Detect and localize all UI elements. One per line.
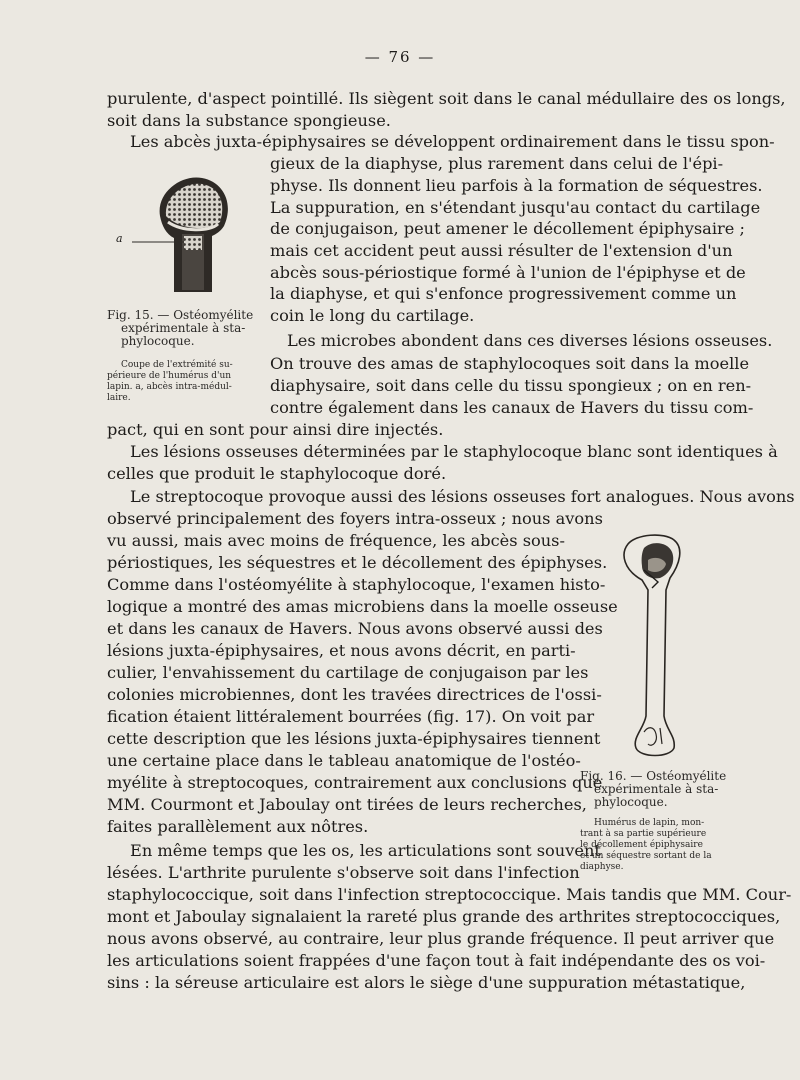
text-line: MM. Courmont et Jaboulay ont tirées de leurs recherches,: [107, 795, 587, 814]
caption-line: Fig. 15. — Ostéomyélite: [107, 308, 254, 322]
text-line: mais cet accident peut aussi résulter de l'extension d'un: [270, 241, 733, 260]
text-line: soit dans la substance spongieuse.: [107, 111, 391, 130]
text-line: la diaphyse, et qui s'enfonce progressivement comme un: [270, 284, 737, 303]
caption-line: expérimentale à sta-: [121, 321, 246, 335]
text-line: Le streptocoque provoque aussi des lésions osseuses fort analogues. Nous avons: [130, 487, 795, 506]
text-line: fication étaient littéralement bourrées (fig. 17). On voit par: [107, 707, 595, 726]
caption-line: expérimentale à sta-: [594, 782, 719, 796]
text-line: La suppuration, en s'étendant jusqu'au contact du cartilage: [270, 198, 761, 217]
text-line: mont et Jaboulay signalaient la rareté plus grande des arthrites streptococciques,: [107, 907, 781, 926]
text-line: Les abcès juxta-épiphysaires se développent ordinairement dans le tissu spon-: [130, 132, 775, 151]
text-line: contre également dans les canaux de Havers du tissu com-: [270, 398, 754, 417]
caption-line: et un séquestre sortant de la: [580, 851, 712, 861]
figure-16-humerus: [614, 530, 704, 762]
text-line: sins : la séreuse articulaire est alors le siège d'une suppuration métastatique,: [107, 973, 746, 992]
figure-15-marker: a: [116, 232, 123, 245]
text-line: et dans les canaux de Havers. Nous avons observé aussi des: [107, 619, 603, 638]
caption-line: laire.: [107, 393, 131, 403]
text-line: abcès sous-périostique formé à l'union de l'épiphyse et de: [270, 263, 746, 282]
text-line: les articulations soient frappées d'une façon tout à fait indépendante des os voi-: [107, 951, 766, 970]
text-line: En même temps que les os, les articulations sont souvent: [130, 841, 601, 860]
figure-15-caption-title: [107, 309, 262, 348]
text-line: lésions juxta-épiphysaires, et nous avons décrit, en parti-: [107, 641, 576, 660]
text-line: myélite à streptocoques, contrairement aux conclusions que: [107, 773, 603, 792]
text-line: purulente, d'aspect pointillé. Ils siègent soit dans le canal médullaire des os longs,: [107, 89, 786, 108]
caption-line: Humérus de lapin, mon-: [594, 818, 705, 828]
text-line: nous avons observé, au contraire, leur plus grande fréquence. Il peut arriver que: [107, 929, 775, 948]
text-line: diaphysaire, soit dans celle du tissu spongieux ; on en ren-: [270, 376, 752, 395]
text-line: une certaine place dans le tableau anatomique de l'ostéo-: [107, 751, 581, 770]
text-line: physe. Ils donnent lieu parfois à la formation de séquestres.: [270, 176, 763, 195]
text-line: périostiques, les séquestres et le décollement des épiphyses.: [107, 553, 608, 572]
text-line: pact, qui en sont pour ainsi dire injectés.: [107, 420, 444, 439]
text-line: cette description que les lésions juxta-épiphysaires tiennent: [107, 729, 601, 748]
text-line: staphylococcique, soit dans l'infection streptococcique. Mais tandis que MM. Cour-: [107, 885, 792, 904]
figure-16-caption-title: [580, 770, 730, 809]
text-line: celles que produit le staphylocoque doré.: [107, 464, 447, 483]
text-line: logique a montré des amas microbiens dans la moelle osseuse: [107, 597, 618, 616]
text-line: Les lésions osseuses déterminées par le staphylocoque blanc sont identiques à: [130, 442, 778, 461]
caption-line: trant à sa partie supérieure: [580, 829, 707, 839]
text-line: On trouve des amas de staphylocoques soit dans la moelle: [270, 354, 750, 373]
caption-line: Coupe de l'extrémité su-: [121, 360, 233, 370]
text-line: de conjugaison, peut amener le décollement épiphysaire ;: [270, 219, 745, 238]
caption-line: phylocoque.: [121, 334, 195, 348]
text-line: vu aussi, mais avec moins de fréquence, les abcès sous-: [107, 531, 565, 550]
figure-15-caption-body: [107, 360, 262, 404]
text-line: coin le long du cartilage.: [270, 306, 475, 325]
text-line: Comme dans l'ostéomyélite à staphylocoque, l'examen histo-: [107, 575, 606, 594]
caption-line: lapin. a, abcès intra-médul-: [107, 382, 232, 392]
figure-16-caption-body: [580, 818, 730, 873]
caption-line: Fig. 16. — Ostéomyélite: [580, 769, 727, 783]
text-line: faites parallèlement aux nôtres.: [107, 817, 369, 836]
text-line: observé principalement des foyers intra-osseux ; nous avons: [107, 509, 603, 528]
text-line: Les microbes abondent dans ces diverses lésions osseuses.: [287, 331, 773, 350]
text-line: lésées. L'arthrite purulente s'observe soit dans l'infection: [107, 863, 580, 882]
page-number: — 76 —: [364, 48, 436, 66]
caption-line: le décollement épiphysaire: [580, 840, 703, 850]
caption-line: périeure de l'humérus d'un: [107, 371, 232, 381]
caption-line: diaphyse.: [580, 862, 624, 872]
text-line: culier, l'envahissement du cartilage de conjugaison par les: [107, 663, 589, 682]
text-line: gieux de la diaphyse, plus rarement dans celui de l'épi-: [270, 154, 724, 173]
caption-line: phylocoque.: [594, 795, 668, 809]
text-line: colonies microbiennes, dont les travées directrices de l'ossi-: [107, 685, 602, 704]
figure-15-bone-section: [112, 172, 242, 298]
